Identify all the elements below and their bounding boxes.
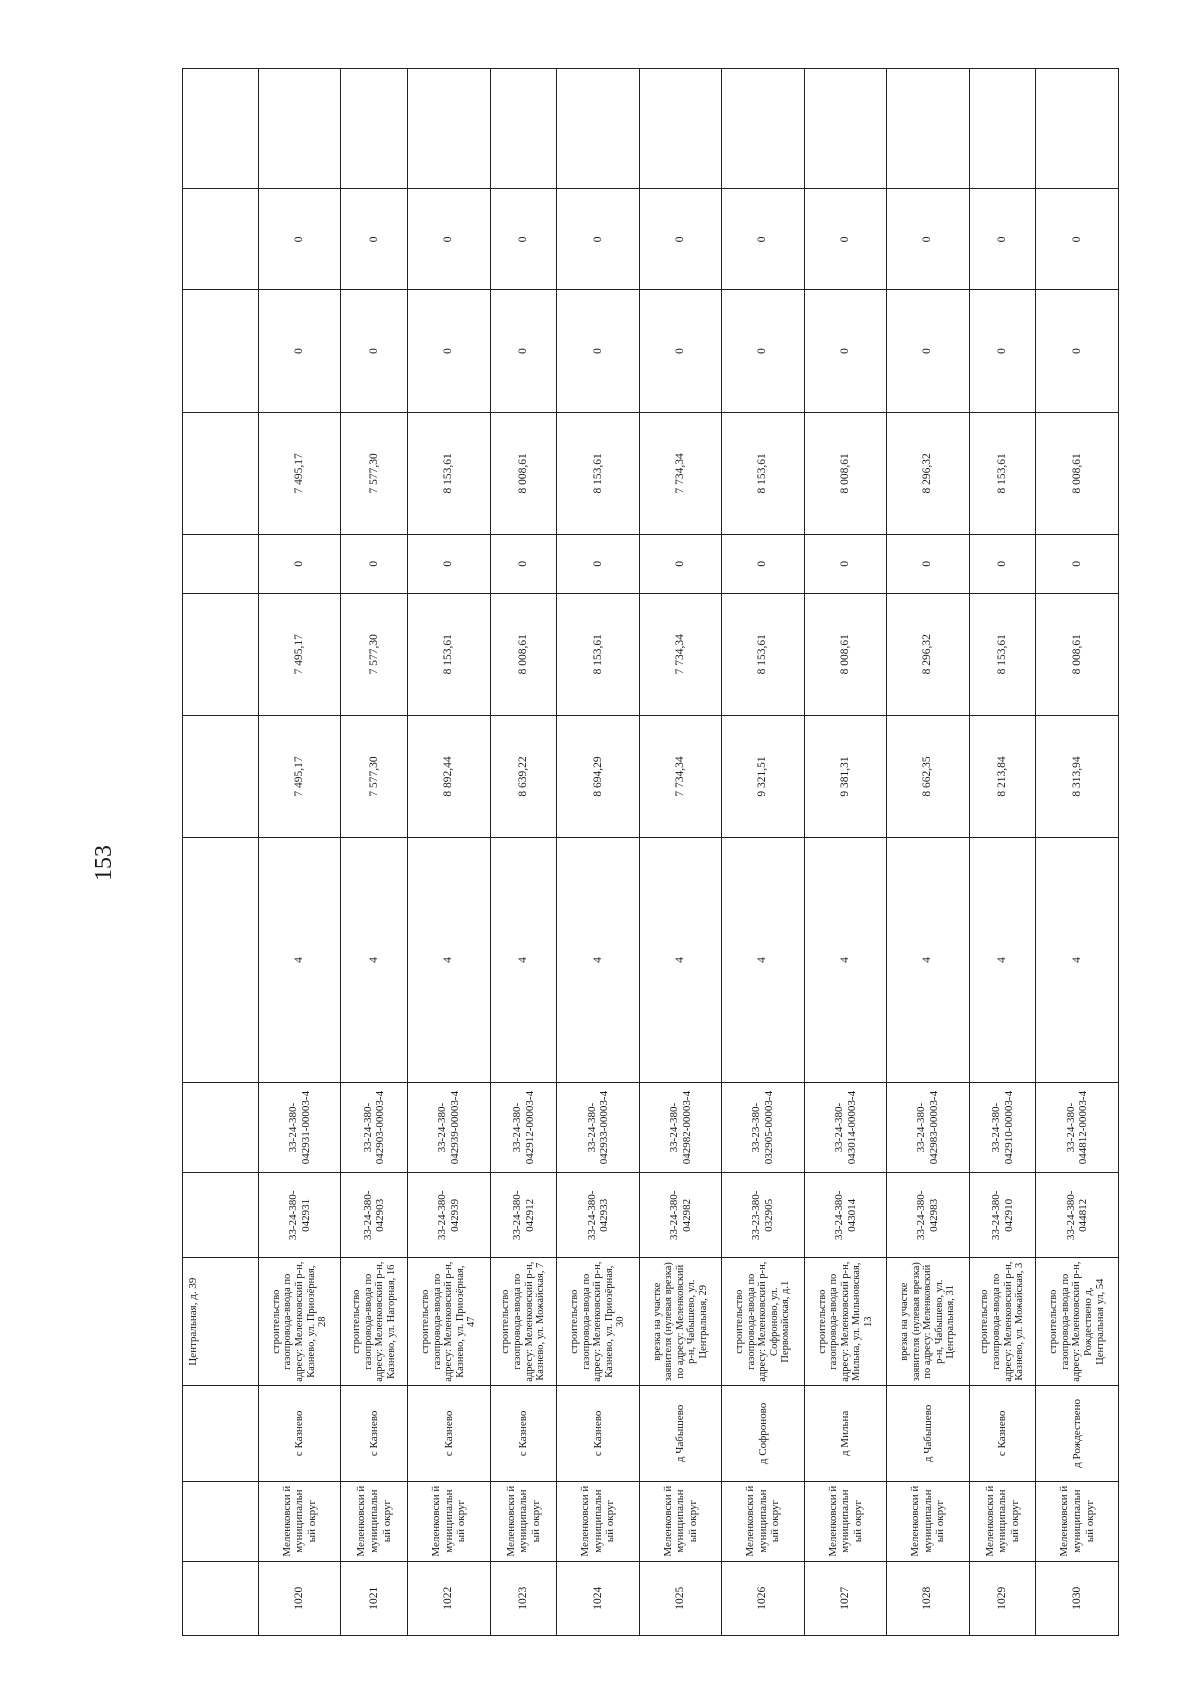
cell-empty (183, 412, 259, 534)
cell-category: 4 (969, 838, 1036, 1083)
cell-empty (259, 69, 341, 189)
cell-cost-1: 7 577,30 (341, 593, 408, 715)
cell-cost-2: 0 (639, 535, 721, 594)
cell-settlement: с Казнево (259, 1386, 341, 1482)
cell-description: строительство газопровода-ввода по адресу: Меленковский р-н, Казнево, ул. Приозёрная, 30 (557, 1258, 639, 1386)
cell-cost-total: 8 694,29 (557, 715, 639, 837)
cell-description: врезка на участке заявителя (нулевая врезка) по адресу: Меленковский р-н, Чабышево, ул. Центральная, 29 (639, 1258, 721, 1386)
cell-row-number: 1028 (887, 1561, 969, 1635)
cell-empty (183, 535, 259, 594)
cell-settlement: с Казнево (408, 1386, 490, 1482)
cell-cadastral-number: 33-23-380-032905 (722, 1173, 804, 1258)
cell-settlement: д Софроново (722, 1386, 804, 1482)
cell-empty (183, 290, 259, 412)
table-body (183, 69, 1119, 1636)
cell-row-number: 1030 (1036, 1561, 1119, 1635)
cell-cost-5: 0 (490, 189, 557, 290)
cell-cost-total: 8 313,94 (1036, 715, 1119, 837)
cell-cost-4: 0 (490, 290, 557, 412)
table-row (408, 69, 490, 1636)
cell-empty (183, 838, 259, 1083)
cell-cost-2: 0 (408, 535, 490, 594)
cell-cost-total: 8 662,35 (887, 715, 969, 837)
table-row (722, 69, 804, 1636)
cell-object-id: 33-24-380-042931-00003-4 (259, 1082, 341, 1172)
cell-municipality: Меленковски й муниципальн ый округ (722, 1481, 804, 1561)
cell-municipality: Меленковски й муниципальн ый округ (408, 1481, 490, 1561)
cell-cadastral-number: 33-24-380-042903 (341, 1173, 408, 1258)
cell-settlement: с Казнево (969, 1386, 1036, 1482)
cell-category: 4 (639, 838, 721, 1083)
cell-cadastral-number: 33-24-380-042910 (969, 1173, 1036, 1258)
cell-cadastral-number: 33-24-380-042982 (639, 1173, 721, 1258)
cell-empty (557, 69, 639, 189)
cell-category: 4 (490, 838, 557, 1083)
cell-empty (183, 69, 259, 189)
page-number: 153 (91, 845, 117, 881)
cell-municipality: Меленковски й муниципальн ый округ (804, 1481, 886, 1561)
cell-settlement: с Казнево (341, 1386, 408, 1482)
cell-empty (183, 1561, 259, 1635)
cell-description: строительство газопровода-ввода по адресу: Меленковский р-н, Рождествено д, Центральная ул, 54 (1036, 1258, 1119, 1386)
cell-category: 4 (259, 838, 341, 1083)
cell-cost-1: 7 734,34 (639, 593, 721, 715)
cell-settlement: д Рождествено (1036, 1386, 1119, 1482)
cell-cost-total: 9 381,31 (804, 715, 886, 837)
cell-cost-2: 0 (490, 535, 557, 594)
cell-settlement: с Казнево (557, 1386, 639, 1482)
cell-cost-5: 0 (639, 189, 721, 290)
cell-cadastral-number: 33-24-380-042912 (490, 1173, 557, 1258)
cell-object-id: 33-24-380-042933-00003-4 (557, 1082, 639, 1172)
cell-cost-5: 0 (969, 189, 1036, 290)
cell-cost-5: 0 (722, 189, 804, 290)
cell-cost-4: 0 (722, 290, 804, 412)
cell-description: строительство газопровода-ввода по адресу: Меленковский р-н, Мильна, ул. Мильновская, 13 (804, 1258, 886, 1386)
cell-category: 4 (804, 838, 886, 1083)
cell-description: строительство газопровода-ввода по адресу: Меленковский р-н, Казнево, ул. Можайская, 3 (969, 1258, 1036, 1386)
cell-cost-5: 0 (804, 189, 886, 290)
cell-empty (183, 715, 259, 837)
cell-object-id: 33-24-380-042903-00003-4 (341, 1082, 408, 1172)
cell-description: врезка на участке заявителя (нулевая врезка) по адресу: Меленковский р-н, Чабышево, ул. Центральная, 31 (887, 1258, 969, 1386)
cell-cadastral-number: 33-24-380-042983 (887, 1173, 969, 1258)
cell-cost-1: 8 153,61 (408, 593, 490, 715)
cell-cost-3: 8 153,61 (722, 412, 804, 534)
table-row (804, 69, 886, 1636)
cell-cost-5: 0 (1036, 189, 1119, 290)
cell-municipality: Меленковски й муниципальн ый округ (490, 1481, 557, 1561)
cell-cost-3: 7 577,30 (341, 412, 408, 534)
cell-cost-3: 8 153,61 (969, 412, 1036, 534)
cell-cost-3: 8 296,32 (887, 412, 969, 534)
cell-municipality: Меленковски й муниципальн ый округ (887, 1481, 969, 1561)
cell-cost-total: 7 495,17 (259, 715, 341, 837)
cell-row-number: 1026 (722, 1561, 804, 1635)
cell-category: 4 (887, 838, 969, 1083)
cell-cost-total: 7 577,30 (341, 715, 408, 837)
cell-continuation-address: Центральная, д. 39 (183, 1258, 259, 1386)
cell-cost-2: 0 (557, 535, 639, 594)
table-row (490, 69, 557, 1636)
cell-municipality: Меленковски й муниципальн ый округ (1036, 1481, 1119, 1561)
cell-municipality: Меленковски й муниципальн ый округ (639, 1481, 721, 1561)
cell-settlement: д Мильна (804, 1386, 886, 1482)
cell-row-number: 1020 (259, 1561, 341, 1635)
cell-settlement: д Чабышево (639, 1386, 721, 1482)
cell-cost-2: 0 (887, 535, 969, 594)
cell-row-number: 1029 (969, 1561, 1036, 1635)
cell-cost-5: 0 (887, 189, 969, 290)
cell-cost-total: 8 639,22 (490, 715, 557, 837)
cell-object-id: 33-24-380-042912-00003-4 (490, 1082, 557, 1172)
cell-empty (183, 1173, 259, 1258)
table-row (1036, 69, 1119, 1636)
cell-cost-1: 8 153,61 (969, 593, 1036, 715)
cell-object-id: 33-23-380-032905-00003-4 (722, 1082, 804, 1172)
cell-category: 4 (722, 838, 804, 1083)
cell-cost-1: 8 008,61 (490, 593, 557, 715)
cell-empty (969, 69, 1036, 189)
table-row-continuation (183, 69, 259, 1636)
cell-object-id: 33-24-380-043014-00003-4 (804, 1082, 886, 1172)
cell-empty (1036, 69, 1119, 189)
cell-cost-3: 7 495,17 (259, 412, 341, 534)
cell-cost-5: 0 (408, 189, 490, 290)
cell-cost-3: 8 008,61 (804, 412, 886, 534)
cell-cadastral-number: 33-24-380-042931 (259, 1173, 341, 1258)
cell-cost-2: 0 (722, 535, 804, 594)
table-row (969, 69, 1036, 1636)
cell-description: строительство газопровода-ввода по адресу: Меленковский р-н, Казнево, ул. Можайская, 7 (490, 1258, 557, 1386)
cell-cost-1: 8 296,32 (887, 593, 969, 715)
cell-empty (639, 69, 721, 189)
cell-object-id: 33-24-380-042910-00003-4 (969, 1082, 1036, 1172)
cell-cost-3: 8 008,61 (1036, 412, 1119, 534)
cell-cadastral-number: 33-24-380-042939 (408, 1173, 490, 1258)
cell-empty (408, 69, 490, 189)
cell-settlement: д Чабышево (887, 1386, 969, 1482)
cell-cost-4: 0 (804, 290, 886, 412)
table-row (259, 69, 341, 1636)
rotated-table-container (182, 68, 1119, 1636)
cell-cost-total: 8 213,84 (969, 715, 1036, 837)
cell-cost-4: 0 (887, 290, 969, 412)
cell-settlement: с Казнево (490, 1386, 557, 1482)
cell-cost-1: 8 008,61 (1036, 593, 1119, 715)
cell-cost-total: 9 321,51 (722, 715, 804, 837)
cell-cost-1: 8 008,61 (804, 593, 886, 715)
cell-category: 4 (341, 838, 408, 1083)
cell-cost-2: 0 (259, 535, 341, 594)
cell-municipality: Меленковски й муниципальн ый округ (341, 1481, 408, 1561)
cell-cost-2: 0 (804, 535, 886, 594)
cell-cost-2: 0 (1036, 535, 1119, 594)
cell-object-id: 33-24-380-042983-00003-4 (887, 1082, 969, 1172)
cell-cost-4: 0 (408, 290, 490, 412)
cell-municipality: Меленковски й муниципальн ый округ (557, 1481, 639, 1561)
cell-row-number: 1022 (408, 1561, 490, 1635)
cell-object-id: 33-24-380-044812-00003-4 (1036, 1082, 1119, 1172)
cell-cost-4: 0 (341, 290, 408, 412)
cell-municipality: Меленковски й муниципальн ый округ (259, 1481, 341, 1561)
cell-empty (341, 69, 408, 189)
cell-cost-4: 0 (557, 290, 639, 412)
cell-empty (490, 69, 557, 189)
cell-cost-total: 8 892,44 (408, 715, 490, 837)
cell-cost-2: 0 (969, 535, 1036, 594)
cell-cost-1: 8 153,61 (557, 593, 639, 715)
cell-category: 4 (557, 838, 639, 1083)
cell-description: строительство газопровода-ввода по адресу: Меленковский р-н, Казнево, ул. Приозёрная, 28 (259, 1258, 341, 1386)
table-row (557, 69, 639, 1636)
cell-empty (887, 69, 969, 189)
cell-category: 4 (1036, 838, 1119, 1083)
cell-cadastral-number: 33-24-380-042933 (557, 1173, 639, 1258)
cell-cost-4: 0 (639, 290, 721, 412)
cell-cadastral-number: 33-24-380-044812 (1036, 1173, 1119, 1258)
cell-row-number: 1027 (804, 1561, 886, 1635)
table-row (639, 69, 721, 1636)
cell-description: строительство газопровода-ввода по адресу: Меленковский р-н, Софроново, ул. Первомайская, д.1 (722, 1258, 804, 1386)
table-row (341, 69, 408, 1636)
register-table (182, 68, 1119, 1636)
cell-cost-4: 0 (1036, 290, 1119, 412)
cell-municipality: Меленковски й муниципальн ый округ (969, 1481, 1036, 1561)
cell-cost-3: 8 008,61 (490, 412, 557, 534)
cell-row-number: 1023 (490, 1561, 557, 1635)
cell-cost-5: 0 (259, 189, 341, 290)
cell-cost-3: 8 153,61 (557, 412, 639, 534)
cell-row-number: 1021 (341, 1561, 408, 1635)
cell-empty (183, 1082, 259, 1172)
cell-row-number: 1025 (639, 1561, 721, 1635)
cell-cost-4: 0 (969, 290, 1036, 412)
cell-empty (183, 1481, 259, 1561)
cell-row-number: 1024 (557, 1561, 639, 1635)
cell-cost-5: 0 (341, 189, 408, 290)
cell-description: строительство газопровода-ввода по адресу: Меленковский р-н, Казнево, ул. Приозёрная, 47 (408, 1258, 490, 1386)
cell-cost-1: 7 495,17 (259, 593, 341, 715)
cell-cost-2: 0 (341, 535, 408, 594)
cell-empty (804, 69, 886, 189)
cell-cost-4: 0 (259, 290, 341, 412)
cell-cost-3: 7 734,34 (639, 412, 721, 534)
cell-empty (183, 189, 259, 290)
table-row (887, 69, 969, 1636)
cell-object-id: 33-24-380-042982-00003-4 (639, 1082, 721, 1172)
cell-cost-total: 7 734,34 (639, 715, 721, 837)
cell-cost-3: 8 153,61 (408, 412, 490, 534)
cell-object-id: 33-24-380-042939-00003-4 (408, 1082, 490, 1172)
cell-empty (183, 593, 259, 715)
cell-description: строительство газопровода-ввода по адресу: Меленковский р-н, Казнево, ул. Нагорная, 16 (341, 1258, 408, 1386)
cell-empty (722, 69, 804, 189)
cell-empty (183, 1386, 259, 1482)
cell-cadastral-number: 33-24-380-043014 (804, 1173, 886, 1258)
cell-category: 4 (408, 838, 490, 1083)
cell-cost-1: 8 153,61 (722, 593, 804, 715)
cell-cost-5: 0 (557, 189, 639, 290)
